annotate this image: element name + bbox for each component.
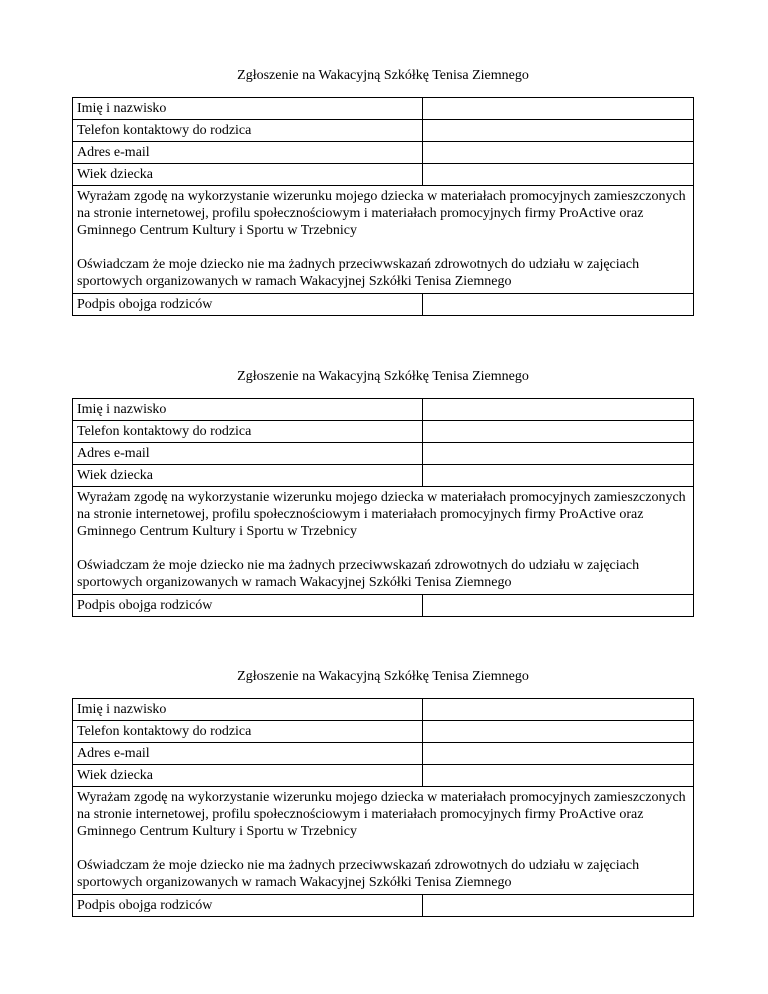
- field-label-age: Wiek dziecka: [73, 765, 423, 787]
- registration-table: [72, 698, 694, 917]
- field-input-email[interactable]: [422, 142, 693, 164]
- table-row-email: [73, 443, 694, 465]
- field-input-age[interactable]: [422, 164, 693, 186]
- signature-field[interactable]: [422, 595, 693, 617]
- field-input-age[interactable]: [422, 765, 693, 787]
- field-label-name: Imię i nazwisko: [73, 98, 423, 120]
- form-title: Zgłoszenie na Wakacyjną Szkółkę Tenisa Ziemnego: [237, 68, 529, 83]
- table-row-consent: [73, 186, 694, 294]
- table-row-consent: [73, 487, 694, 595]
- field-label-phone: Telefon kontaktowy do rodzica: [73, 721, 423, 743]
- registration-table: [72, 97, 694, 316]
- image-consent-text: Wyrażam zgodę na wykorzystanie wizerunku mojego dziecka w materiałach promocyjnych zamieszczonych na stronie internetowej, profilu społecznościowym i materiałach promocyjnych firmy ProActive oraz Gminnego Centrum Kultury i Sportu w Trzebnicy: [77, 490, 686, 539]
- field-input-name[interactable]: [422, 98, 693, 120]
- table-row-age: [73, 164, 694, 186]
- table-row-age: [73, 765, 694, 787]
- health-statement-text: Oświadczam że moje dziecko nie ma żadnych przeciwwskazań zdrowotnych do udziału w zajęciach sportowych organizowanych w ramach Wakacyjnej Szkółki Tenisa Ziemnego: [77, 558, 640, 590]
- field-input-name[interactable]: [422, 699, 693, 721]
- image-consent-text: Wyrażam zgodę na wykorzystanie wizerunku mojego dziecka w materiałach promocyjnych zamieszczonych na stronie internetowej, profilu społecznościowym i materiałach promocyjnych firmy ProActive oraz Gminnego Centrum Kultury i Sportu w Trzebnicy: [77, 189, 686, 238]
- field-input-age[interactable]: [422, 465, 693, 487]
- table-row-signature: [73, 595, 694, 617]
- field-input-phone[interactable]: [422, 120, 693, 142]
- form-title: Zgłoszenie na Wakacyjną Szkółkę Tenisa Ziemnego: [237, 369, 529, 384]
- consent-cell: [73, 787, 694, 895]
- health-statement-text: Oświadczam że moje dziecko nie ma żadnych przeciwwskazań zdrowotnych do udziału w zajęciach sportowych organizowanych w ramach Wakacyjnej Szkółki Tenisa Ziemnego: [77, 858, 640, 890]
- field-label-email: Adres e-mail: [73, 743, 423, 765]
- image-consent-text: Wyrażam zgodę na wykorzystanie wizerunku mojego dziecka w materiałach promocyjnych zamieszczonych na stronie internetowej, profilu społecznościowym i materiałach promocyjnych firmy ProActive oraz Gminnego Centrum Kultury i Sportu w Trzebnicy: [77, 790, 686, 839]
- field-input-email[interactable]: [422, 743, 693, 765]
- field-input-phone[interactable]: [422, 721, 693, 743]
- health-statement-text: Oświadczam że moje dziecko nie ma żadnych przeciwwskazań zdrowotnych do udziału w zajęciach sportowych organizowanych w ramach Wakacyjnej Szkółki Tenisa Ziemnego: [77, 257, 640, 289]
- field-label-phone: Telefon kontaktowy do rodzica: [73, 421, 423, 443]
- field-label-phone: Telefon kontaktowy do rodzica: [73, 120, 423, 142]
- field-label-email: Adres e-mail: [73, 443, 423, 465]
- table-row-email: [73, 142, 694, 164]
- field-label-name: Imię i nazwisko: [73, 399, 423, 421]
- field-label-email: Adres e-mail: [73, 142, 423, 164]
- signature-label: Podpis obojga rodziców: [73, 895, 423, 917]
- signature-label: Podpis obojga rodziców: [73, 294, 423, 316]
- field-input-phone[interactable]: [422, 421, 693, 443]
- consent-cell: [73, 186, 694, 294]
- form-title: Zgłoszenie na Wakacyjną Szkółkę Tenisa Ziemnego: [237, 669, 529, 684]
- field-input-email[interactable]: [422, 443, 693, 465]
- table-row-name: [73, 98, 694, 120]
- consent-cell: [73, 487, 694, 595]
- table-row-signature: [73, 895, 694, 917]
- field-input-name[interactable]: [422, 399, 693, 421]
- table-row-name: [73, 699, 694, 721]
- table-row-signature: [73, 294, 694, 316]
- table-row-name: [73, 399, 694, 421]
- table-row-phone: [73, 421, 694, 443]
- table-row-email: [73, 743, 694, 765]
- table-row-phone: [73, 120, 694, 142]
- table-row-age: [73, 465, 694, 487]
- signature-field[interactable]: [422, 294, 693, 316]
- field-label-age: Wiek dziecka: [73, 465, 423, 487]
- field-label-name: Imię i nazwisko: [73, 699, 423, 721]
- field-label-age: Wiek dziecka: [73, 164, 423, 186]
- registration-table: [72, 398, 694, 617]
- table-row-phone: [73, 721, 694, 743]
- signature-label: Podpis obojga rodziców: [73, 595, 423, 617]
- signature-field[interactable]: [422, 895, 693, 917]
- table-row-consent: [73, 787, 694, 895]
